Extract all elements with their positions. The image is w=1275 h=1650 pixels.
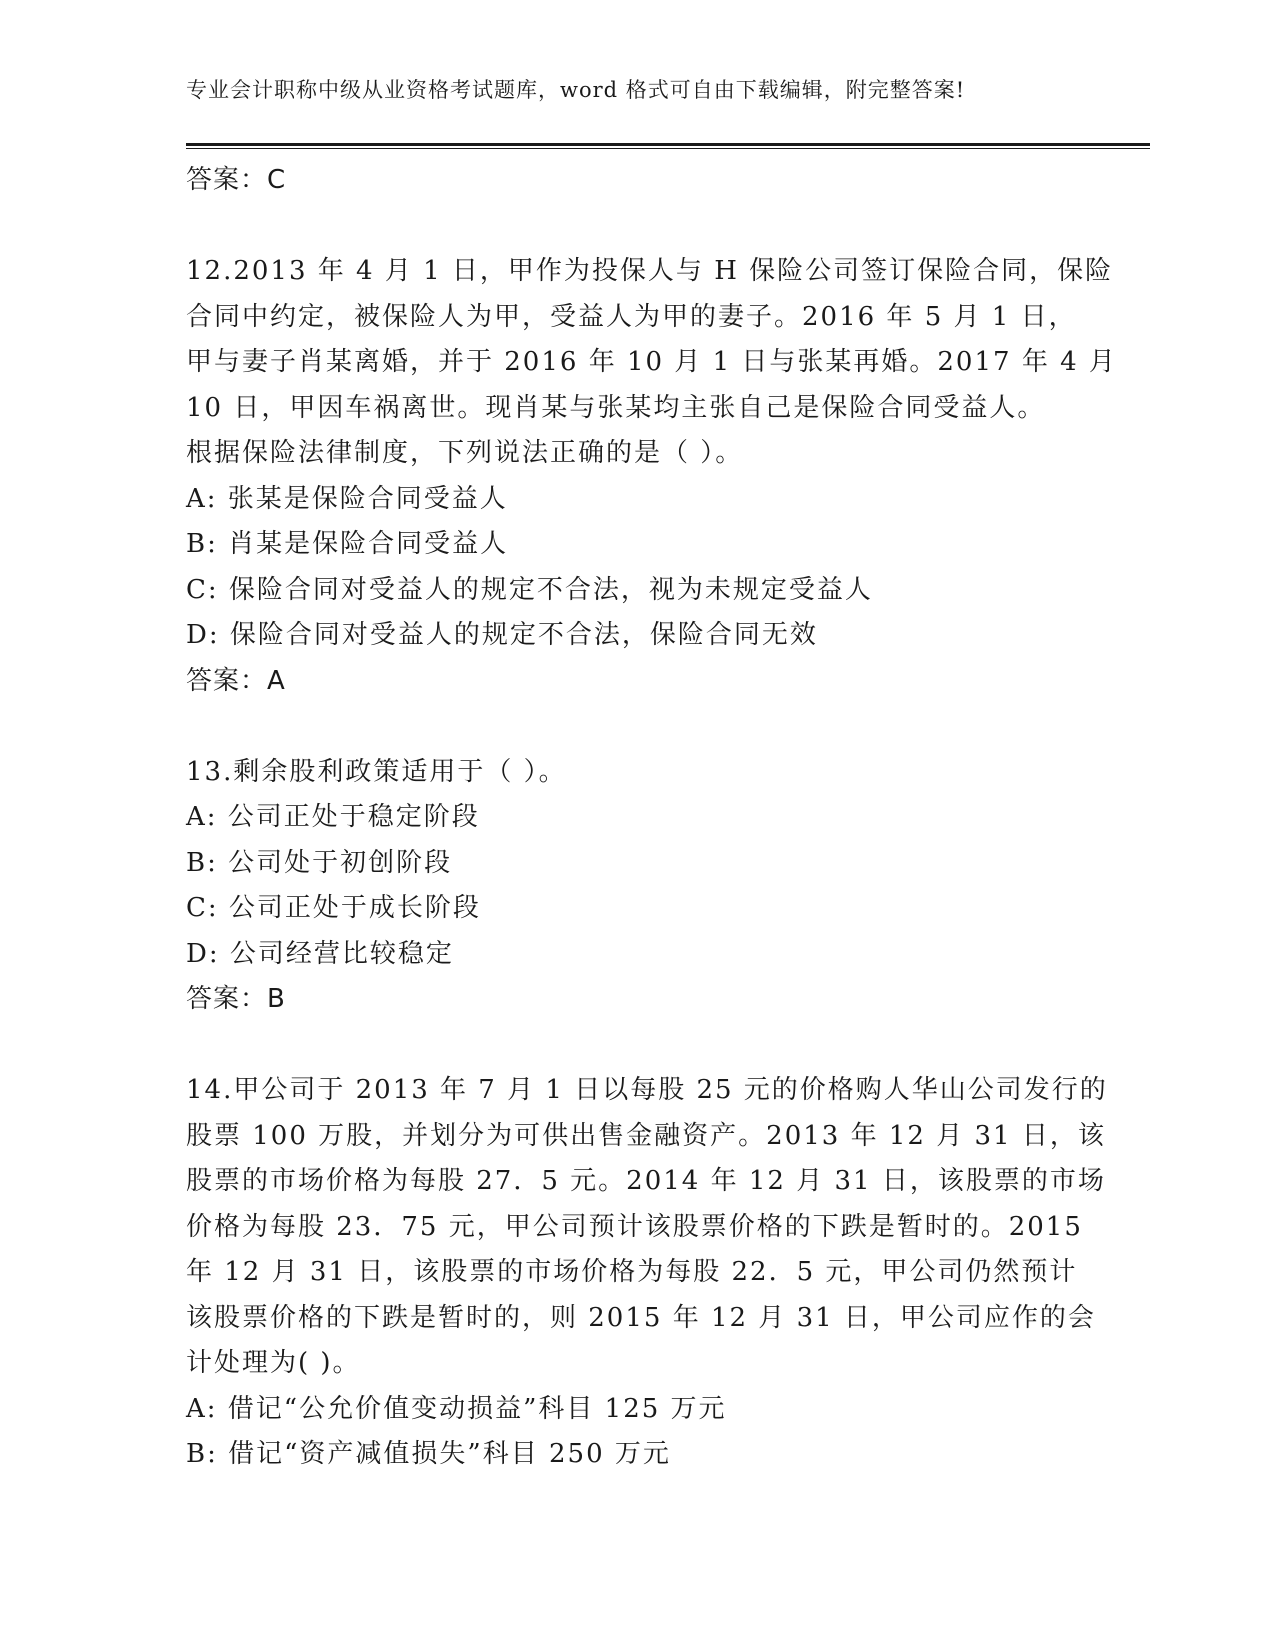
answer-line: 答案：C bbox=[186, 165, 287, 195]
text-line: A: 借记“公允价值变动损益”科目 125 万元 bbox=[186, 1393, 727, 1424]
text-line: 14.甲公司于 2013 年 7 月 1 日以每股 25 元的价格购人华山公司发行的 bbox=[186, 1075, 1108, 1105]
text-line: 股票 100 万股，并划分为可供出售金融资产。2013 年 12 月 31 日，该 bbox=[186, 1120, 1106, 1151]
text-line: 计处理为( )。 bbox=[186, 1348, 361, 1378]
text-line: 甲与妻子肖某离婚，并于 2016 年 10 月 1 日与张某再婚。2017 年 4 月 bbox=[186, 347, 1117, 377]
text-line: B: 公司处于初创阶段 bbox=[186, 847, 453, 878]
text-line: C: 保险合同对受益人的规定不合法，视为未规定受益人 bbox=[186, 574, 873, 605]
answer-line: 答案：B bbox=[186, 984, 286, 1014]
header-rule bbox=[186, 143, 1150, 146]
spacer bbox=[186, 204, 1086, 250]
text-line: C: 公司正处于成长阶段 bbox=[186, 893, 481, 923]
header-rule-thin bbox=[186, 148, 1150, 149]
text-line: B: 肖某是保险合同受益人 bbox=[186, 529, 509, 559]
text-line: B: 借记“资产减值损失”科目 250 万元 bbox=[186, 1439, 671, 1469]
text-line: 10 日，甲因车祸离世。现肖某与张某均主张自己是保险合同受益人。 bbox=[186, 392, 1046, 423]
text-line: 股票的市场价格为每股 27．5 元。2014 年 12 月 31 日，该股票的市场 bbox=[186, 1166, 1106, 1196]
document-body bbox=[186, 158, 1117, 1478]
text-line: 年 12 月 31 日，该股票的市场价格为每股 22．5 元，甲公司仍然预计 bbox=[186, 1257, 1078, 1287]
text-line: 价格为每股 23．75 元，甲公司预计该股票价格的下跌是暂时的。2015 bbox=[186, 1211, 1083, 1242]
text-line: D: 公司经营比较稳定 bbox=[186, 938, 454, 969]
spacer bbox=[186, 704, 1086, 750]
text-line: 12.2013 年 4 月 1 日，甲作为投保人与 H 保险公司签订保险合同，保险 bbox=[186, 256, 1114, 286]
text-line: A: 公司正处于稳定阶段 bbox=[186, 802, 480, 832]
text-line: A: 张某是保险合同受益人 bbox=[186, 483, 508, 514]
text-line: 13.剩余股利政策适用于（ ）。 bbox=[186, 756, 567, 787]
text-line: 根据保险法律制度，下列说法正确的是（ ）。 bbox=[186, 438, 744, 468]
answer-line: 答案：A bbox=[186, 665, 286, 696]
text-line: D: 保险合同对受益人的规定不合法，保险合同无效 bbox=[186, 620, 818, 650]
page-header: 专业会计职称中级从业资格考试题库，word 格式可自由下载编辑，附完整答案! bbox=[186, 78, 966, 102]
text-line: 合同中约定，被保险人为甲，受益人为甲的妻子。2016 年 5 月 1 日， bbox=[186, 301, 1077, 332]
spacer bbox=[186, 1023, 1086, 1069]
text-line: 该股票价格的下跌是暂时的，则 2015 年 12 月 31 日，甲公司应作的会 bbox=[186, 1302, 1096, 1333]
